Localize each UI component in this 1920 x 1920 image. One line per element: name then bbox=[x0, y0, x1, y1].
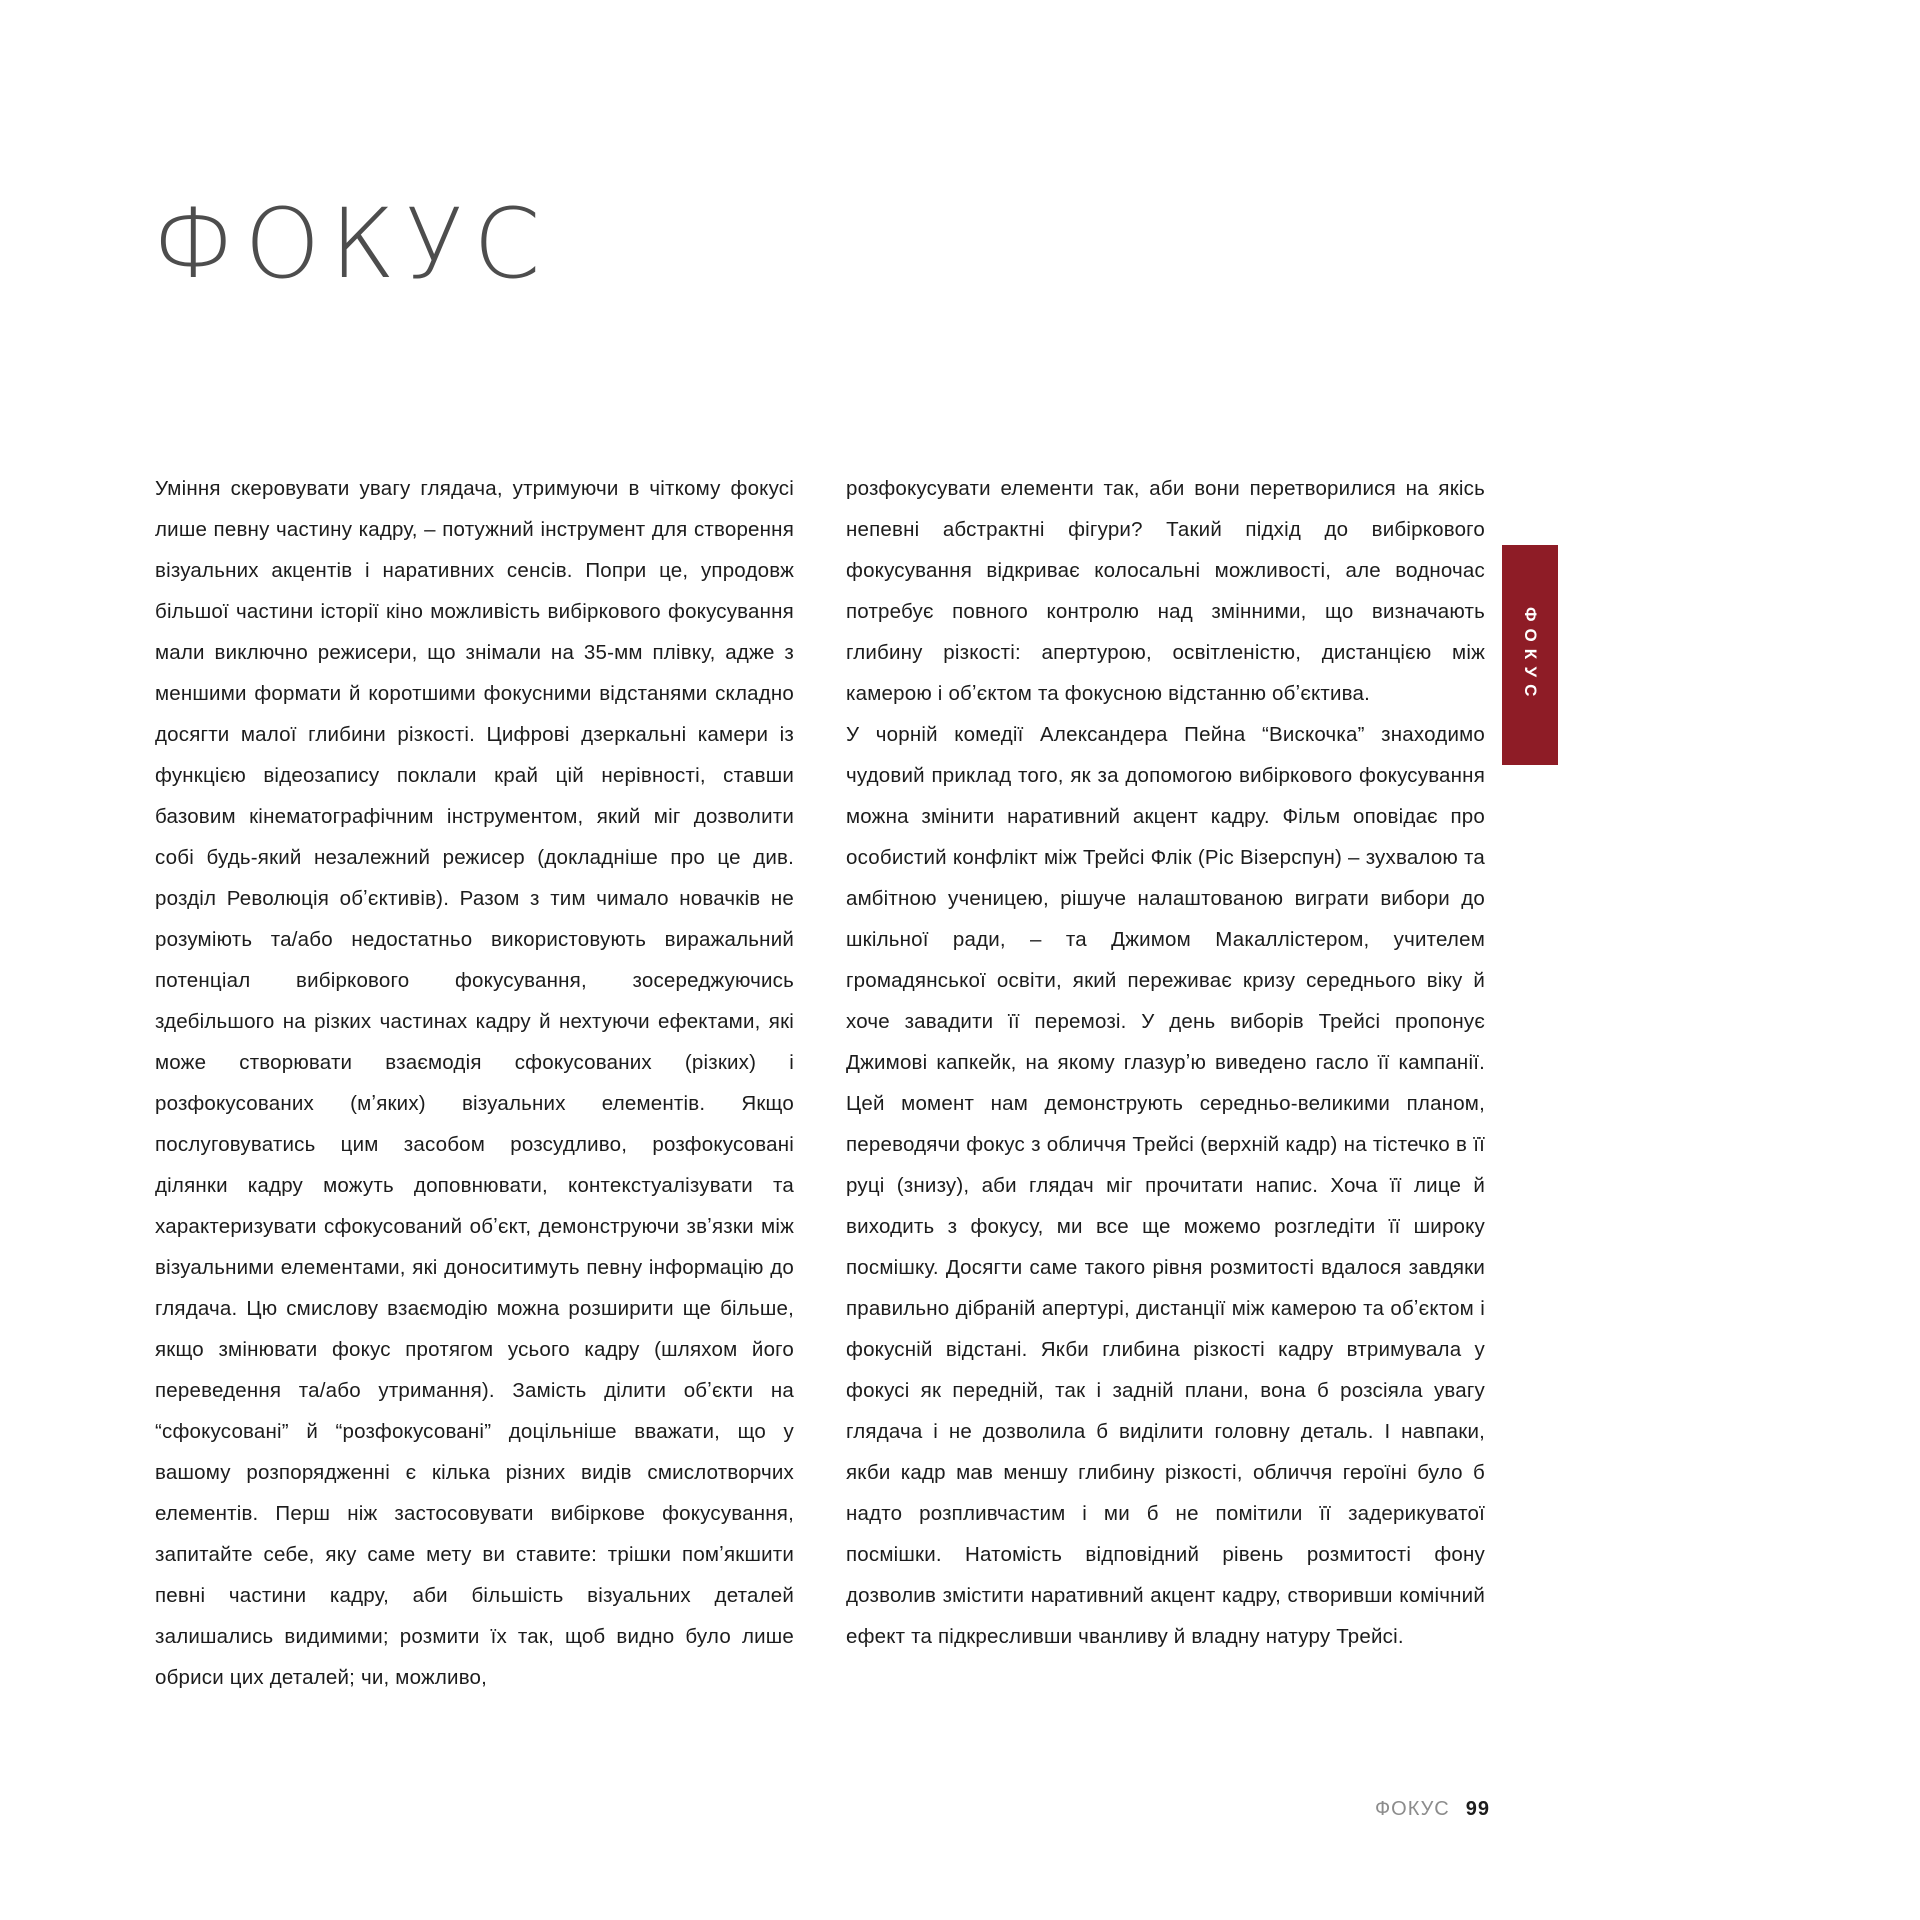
chapter-edge-tab bbox=[1502, 545, 1558, 765]
chapter-edge-tab-label: ФОКУС bbox=[1521, 606, 1540, 704]
body-paragraph: Уміння скеровувати увагу глядача, утримуючи в чіткому фокусі лише певну частину кадру, – потужний інструмент для створення візуальних акцентів і наративних сенсів. Попри це, упродовж більшої частини історії кіно можливість вибіркового фокусування мали виключно режисери, що знімали на 35-мм плівку, адже з меншими формати й коротшими фокусними відстанями складно досягти малої глибини різкості. Цифрові дзеркальні камери із функцією відеозапису поклали край цій нерівності, ставши базовим кінематографічним інструментом, який міг дозволити собі будь-який незалежний режисер (докладніше про це див. розділ Революція обʼєктивів). Разом з тим чимало новачків не розуміють та/або недостатньо використовують виражальний потенціал вибіркового фокусування, зосереджуючись здебільшого на різких частинах кадру й нехтуючи ефектами, які може створювати взаємодія сфокусованих (різких) і розфокусованих (мʼяких) візуальних елементів. Якщо послуговуватись цим засобом розсудливо, розфокусовані ділянки кадру можуть доповнювати, контекстуалізувати та характеризувати сфокусований обʼєкт, демонструючи звʼязки між візуальними елементами, які доноситимуть певну інформацію до глядача. Цю смислову взаємодію можна розширити ще більше, якщо змінювати фокус протягом усього кадру (шляхом його переведення та/або утримання). Замість ділити обʼєкти на “сфокусовані” й “розфокусовані” доцільніше вважати, що у вашому розпорядженні є кілька різних видів смислотворчих елементів. Перш ніж застосовувати вибіркове фокусування, запитайте себе, яку саме мету ви ставите: трішки помʼякшити певні частини кадру, аби більшість візуальних деталей залишались видимими; розмити їх так, щоб видно було лише обриси цих деталей; чи, можливо, bbox=[155, 477, 794, 1689]
page-footer bbox=[1375, 1798, 1490, 1821]
footer-chapter-label: ФОКУС bbox=[1374, 1798, 1450, 1820]
right-column bbox=[846, 468, 1485, 1698]
body-paragraph: У чорній комедії Александера Пейна “Вискочка” знаходимо чудовий приклад того, як за допомогою вибіркового фокусування можна змінити наративний акцент кадру. Фільм оповідає про особистий конфлікт між Трейсі Флік (Ріс Візерспун) – зухвалою та амбітною ученицею, рішуче налаштованою виграти вибори до шкільної ради, – та Джимом Макаллістером, учителем громадянської освіти, який переживає кризу середнього віку й хоче завадити її перемозі. У день виборів Трейсі пропонує Джимові капкейк, на якому глазурʼю виведено гасло її кампанії. Цей момент нам демонструють середньо-великими планом, переводячи фокус з обличчя Трейсі (верхній кадр) на тістечко в її руці (знизу), аби глядач міг прочитати напис. Хоча її лице й виходить з фокусу, ми все ще можемо розгледіти її широку посмішку. Досягти саме такого рівня розмитості вдалося завдяки правильно дібраній апертурі, дистанції між камерою та обʼєктом і фокусній відстані. Якби глибина різкості кадру втримувала у фокусі як передній, так і задній плани, вона б розсіяла увагу глядача і не дозволила б виділити головну деталь. І навпаки, якби кадр мав меншу глибину різкості, обличчя героїні було б надто розпливчастим і ми б не помітили її задерикуватої посмішки. Натомість відповідний рівень розмитості фону дозволив змістити наративний акцент кадру, створивши комічний ефект та підкресливши чванливу й владну натуру Трейсі. bbox=[846, 723, 1485, 1648]
body-paragraph: розфокусувати елементи так, аби вони перетворилися на якісь непевні абстрактні фігури? Такий підхід до вибіркового фокусування відкриває колосальні можливості, але водночас потребує повного контролю над змінними, що визначають глибину різкості: апертурою, освітленістю, дистанцією між камерою і обʼєктом та фокусною відстанню обʼєктива. bbox=[846, 477, 1485, 705]
left-column bbox=[155, 468, 794, 1698]
footer-page-number: 99 bbox=[1465, 1798, 1490, 1820]
text-columns bbox=[155, 468, 1485, 1698]
page-title: ФОКУС bbox=[152, 188, 551, 300]
